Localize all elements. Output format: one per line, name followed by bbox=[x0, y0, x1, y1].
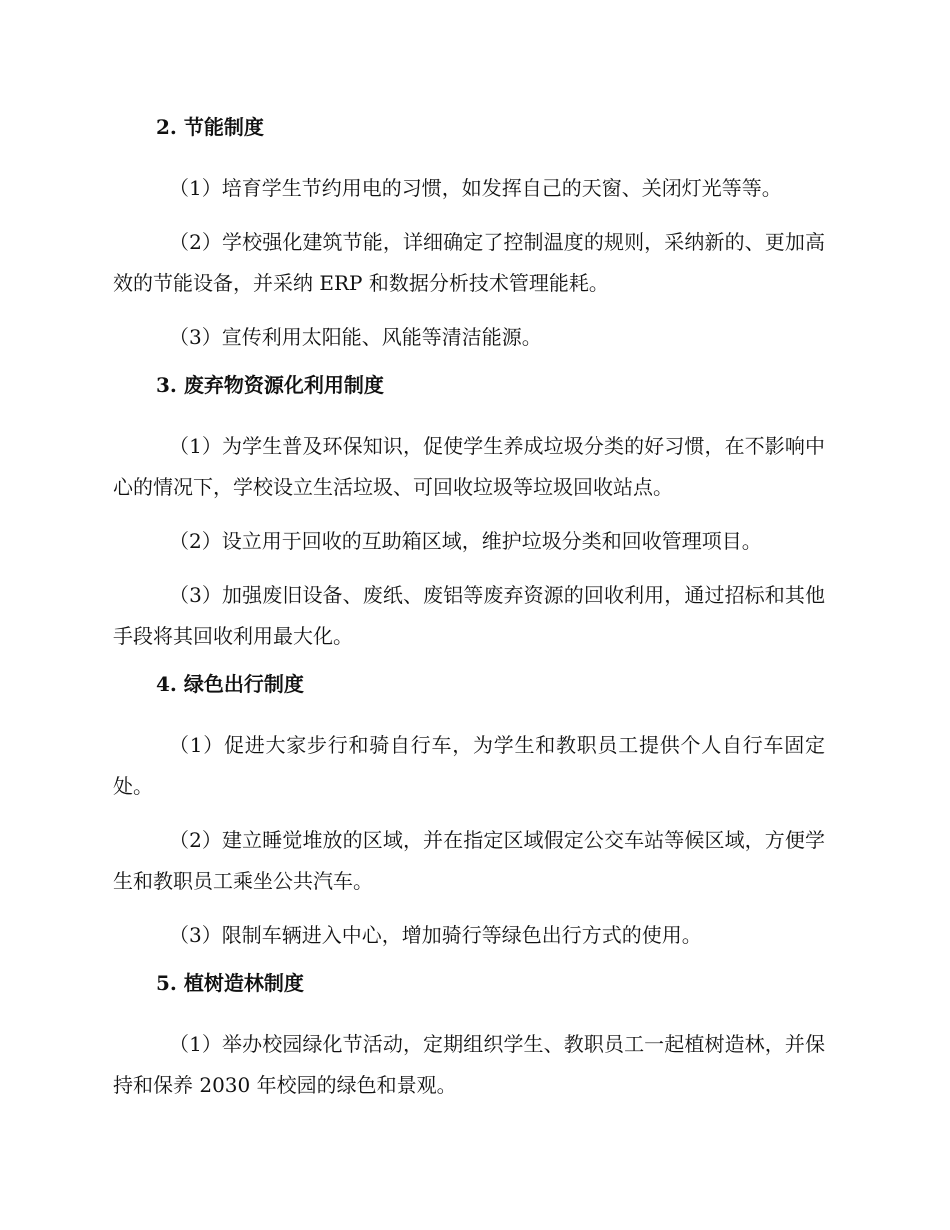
section-heading: 5. 植树造林制度 bbox=[156, 971, 304, 995]
section-green-travel bbox=[113, 670, 825, 956]
section-energy-saving bbox=[113, 113, 825, 358]
paragraph: （3）宣传利用太阳能、风能等清洁能源。 bbox=[169, 325, 542, 349]
paragraph: （1）培育学生节约用电的习惯，如发挥自己的天窗、关闭灯光等等。 bbox=[169, 176, 782, 200]
paragraph: （3）加强废旧设备、废纸、废铝等废弃资源的回收利用，通过招标和其他手段将其回收利用最大化。 bbox=[113, 583, 825, 648]
section-heading: 4. 绿色出行制度 bbox=[156, 672, 304, 696]
section-heading: 2. 节能制度 bbox=[156, 115, 264, 139]
paragraph: （1）举办校园绿化节活动，定期组织学生、教职员工一起植树造林，并保持和保养 2030 年校园的绿色和景观。 bbox=[113, 1032, 825, 1097]
paragraph: （1）为学生普及环保知识，促使学生养成垃圾分类的好习惯，在不影响中心的情况下，学校设立生活垃圾、可回收垃圾等垃圾回收站点。 bbox=[113, 434, 825, 499]
paragraph: （2）学校强化建筑节能，详细确定了控制温度的规则，采纳新的、更加高效的节能设备，并采纳 ERP 和数据分析技术管理能耗。 bbox=[113, 230, 825, 295]
section-waste-recycling bbox=[113, 371, 825, 657]
paragraph: （2）建立睡觉堆放的区域，并在指定区域假定公交车站等候区域，方便学生和教职员工乘坐公共汽车。 bbox=[113, 828, 825, 893]
section-afforestation bbox=[113, 969, 825, 1106]
document-body bbox=[113, 113, 825, 1119]
paragraph: （3）限制车辆进入中心，增加骑行等绿色出行方式的使用。 bbox=[169, 923, 702, 947]
section-heading: 3. 废弃物资源化利用制度 bbox=[156, 373, 384, 397]
paragraph: （2）设立用于回收的互助箱区域，维护垃圾分类和回收管理项目。 bbox=[169, 529, 762, 553]
paragraph: （1）促进大家步行和骑自行车，为学生和教职员工提供个人自行车固定处。 bbox=[113, 733, 825, 798]
